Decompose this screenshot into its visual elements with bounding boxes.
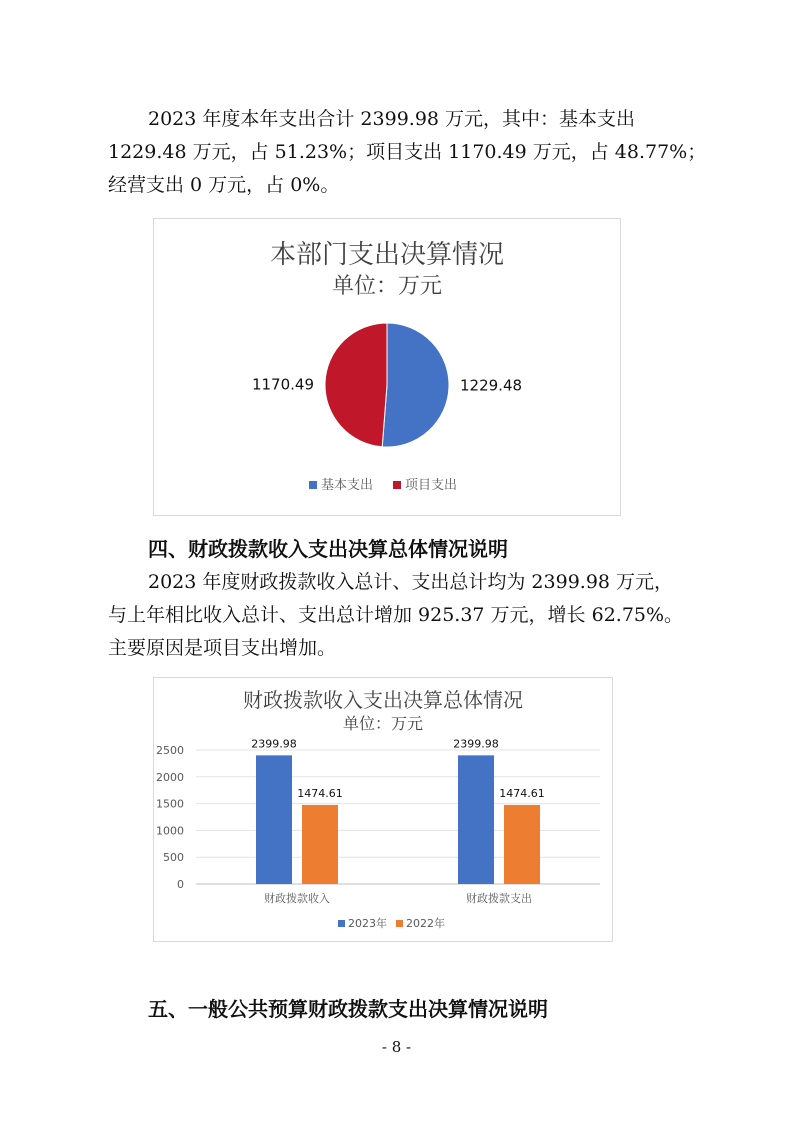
legend-label: 2022年	[406, 917, 445, 930]
pie-slice	[382, 323, 449, 447]
pie-data-label: 1229.48	[460, 376, 523, 395]
bar	[458, 755, 494, 884]
bar	[256, 755, 292, 884]
legend-label: 项目支出	[405, 478, 458, 493]
y-tick-label: 2500	[156, 744, 184, 757]
bar-data-label: 1474.61	[297, 786, 343, 800]
y-tick-label: 500	[163, 851, 184, 865]
y-tick-label: 0	[177, 878, 184, 891]
bar-data-label: 1474.61	[499, 786, 545, 800]
page-number: - 8 -	[381, 1038, 412, 1056]
paragraph-expenditure-summary	[108, 103, 708, 202]
y-tick-label: 1000	[156, 824, 184, 838]
pie-chart-title: 本部门支出决算情况	[269, 240, 505, 270]
legend-swatch	[309, 481, 317, 489]
text-line: 与上年相比收入总计、支出总计增加 925.37 万元，增长 62.75%。	[108, 604, 684, 626]
pie-chart-subtitle: 单位：万元	[331, 274, 443, 299]
text-line: 2023 年度本年支出合计 2399.98 万元，其中：基本支出	[148, 108, 636, 130]
text-line: 主要原因是项目支出增加。	[108, 637, 337, 659]
bar-data-label: 2399.98	[453, 737, 499, 751]
legend-label: 基本支出	[321, 478, 374, 493]
bar-chart-container	[153, 677, 613, 942]
text-line: 经营支出 0 万元，占 0%。	[108, 174, 340, 196]
bar-chart	[154, 678, 612, 941]
legend-swatch	[338, 920, 345, 927]
pie-chart	[154, 219, 620, 515]
legend-label: 2023年	[348, 917, 387, 930]
bar-chart-subtitle: 单位：万元	[342, 714, 424, 733]
y-tick-label: 1500	[156, 797, 184, 811]
y-tick-label: 2000	[156, 770, 184, 784]
bar-chart-title: 财政拨款收入支出决算总体情况	[243, 688, 523, 712]
bar	[302, 805, 338, 884]
x-tick-label: 财政拨款支出	[466, 892, 532, 905]
pie-slice	[325, 323, 387, 447]
paragraph-fiscal-summary	[108, 566, 708, 665]
pie-chart-container	[153, 218, 621, 516]
bar	[504, 805, 540, 884]
section-heading-4: 四、财政拨款收入支出决算总体情况说明	[148, 537, 508, 561]
text-line: 2023 年度财政拨款收入总计、支出总计均为 2399.98 万元，	[148, 571, 674, 593]
bar-data-label: 2399.98	[251, 737, 297, 751]
legend-swatch	[396, 920, 403, 927]
x-tick-label: 财政拨款收入	[264, 892, 330, 905]
pie-data-label: 1170.49	[251, 375, 314, 394]
legend-swatch	[393, 481, 401, 489]
section-heading-5: 五、一般公共预算财政拨款支出决算情况说明	[148, 997, 548, 1021]
text-line: 1229.48 万元，占 51.23%；项目支出 1170.49 万元，占 48.77%；	[108, 141, 707, 163]
